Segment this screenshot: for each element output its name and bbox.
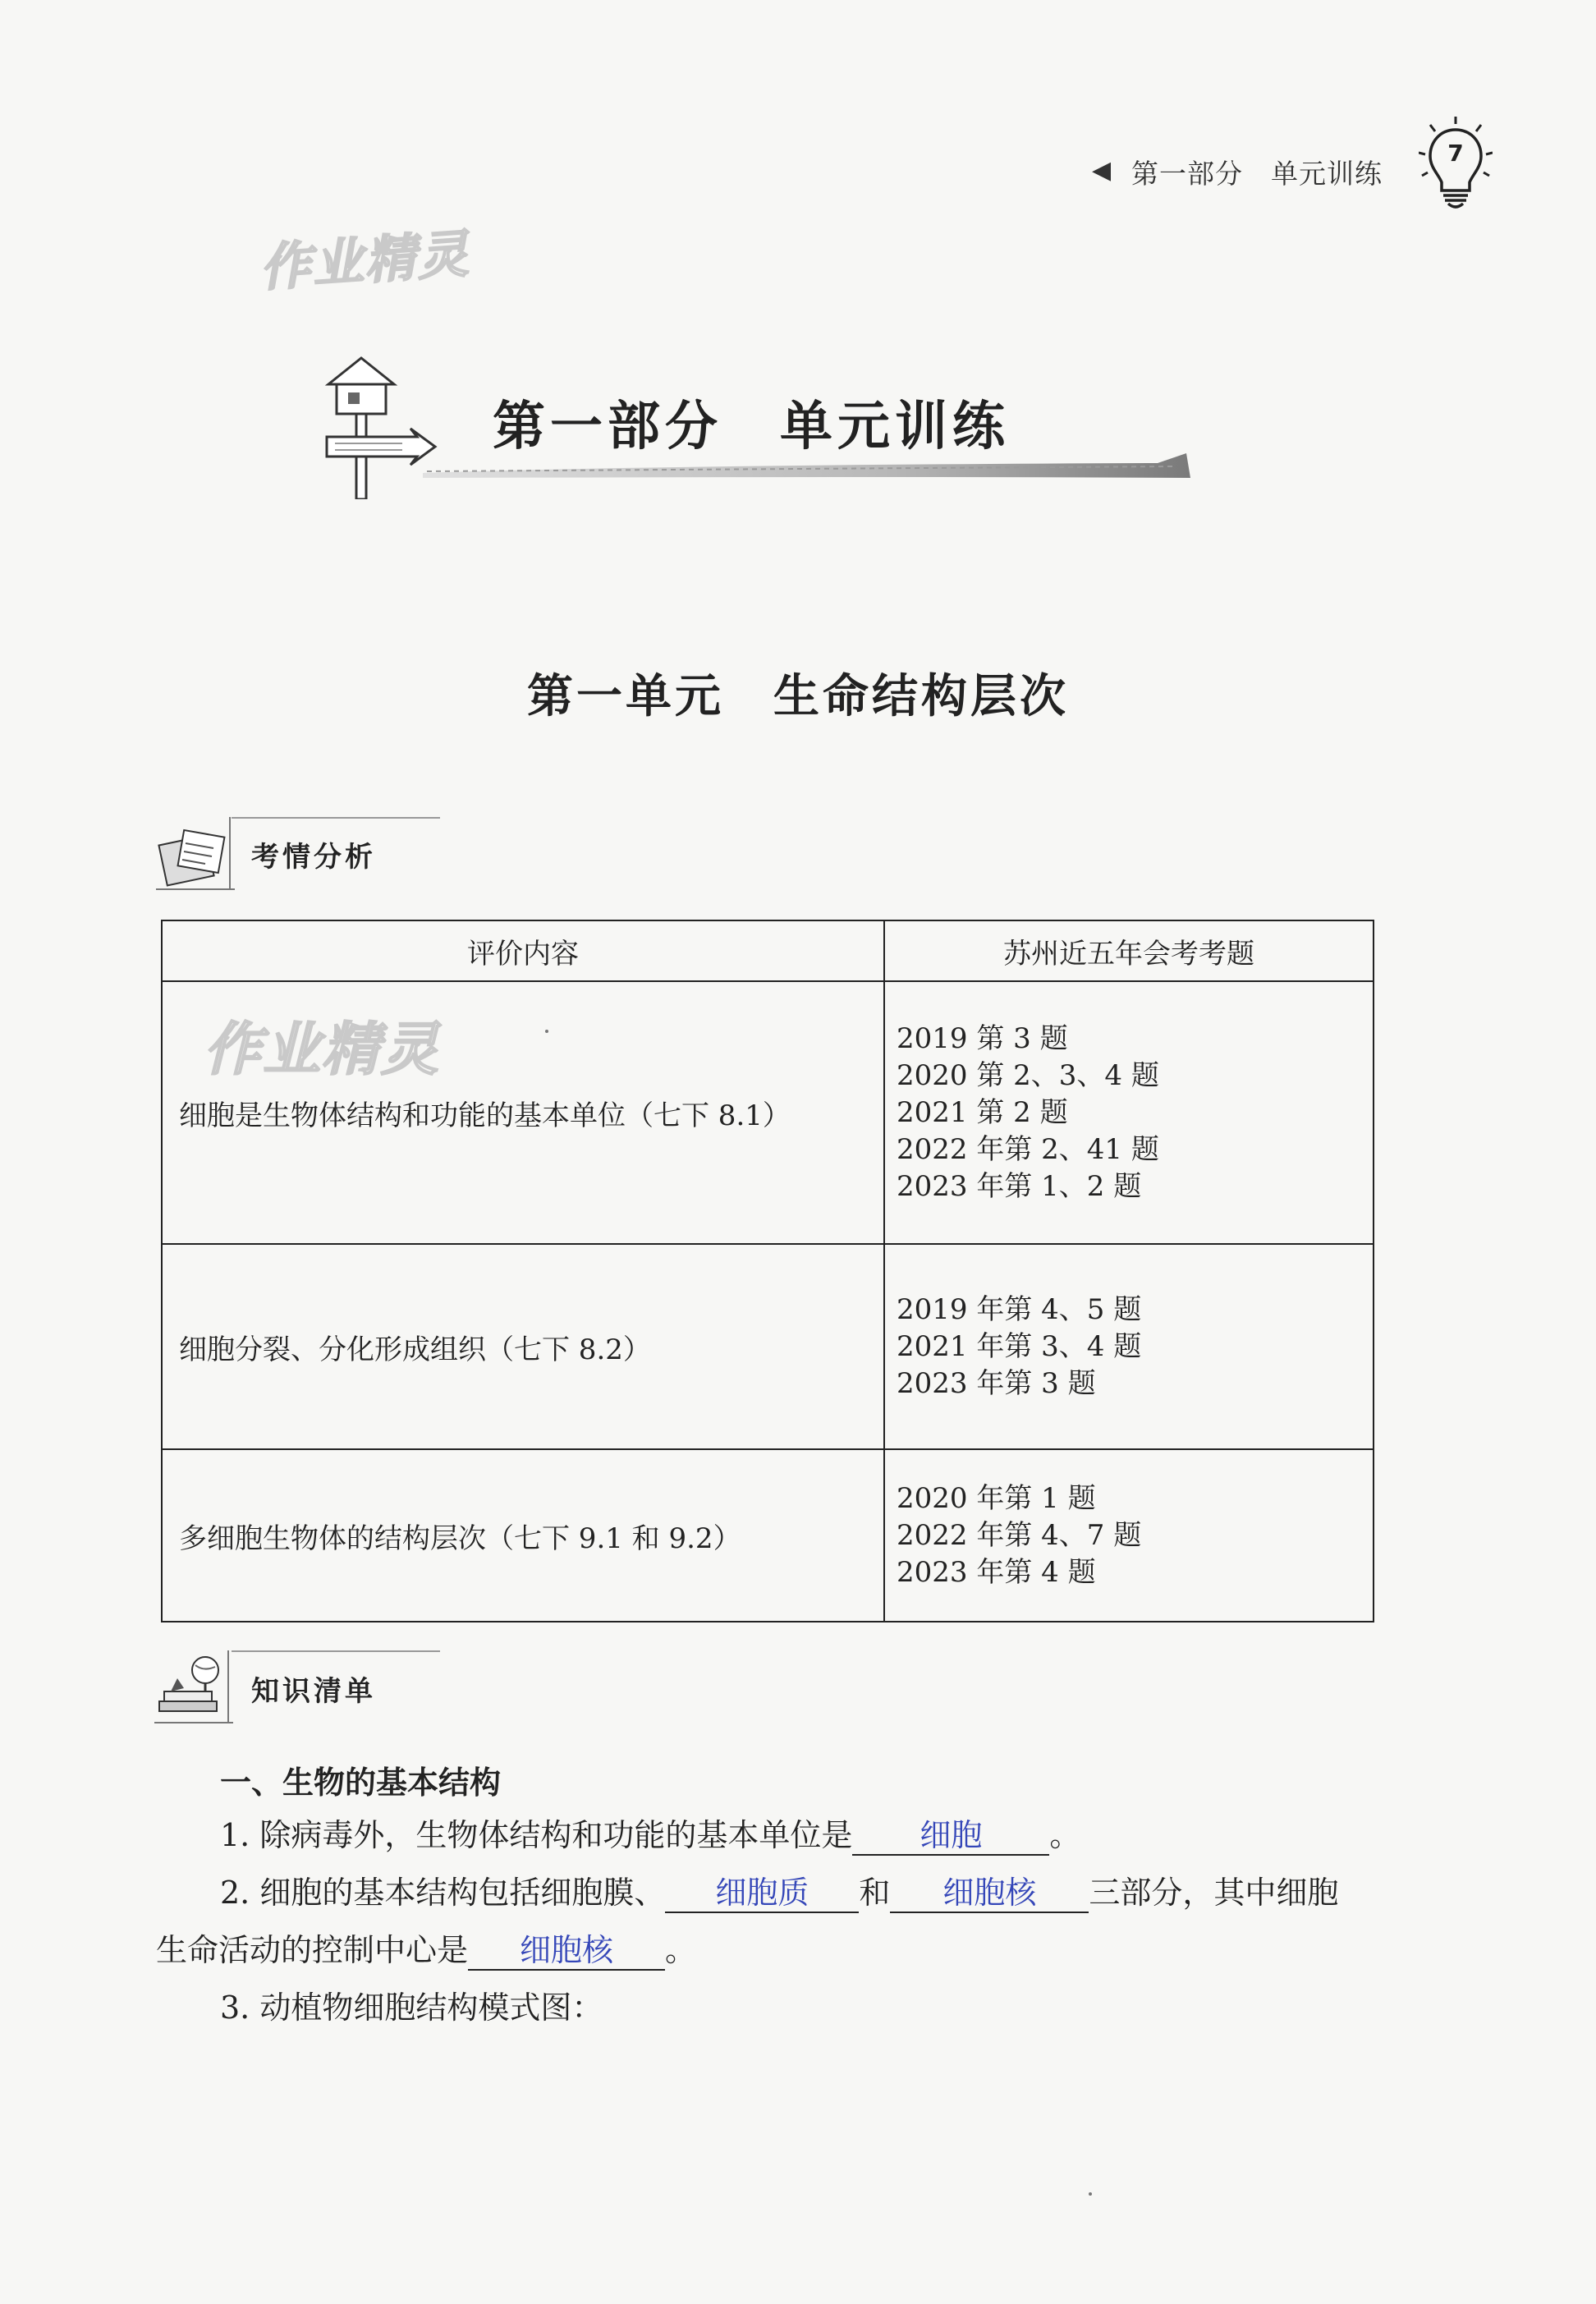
content-text: 多细胞生物体的结构层次（七下 9.1 和 9.2） [179,1521,741,1555]
item1-suffix: 。 [1049,1817,1081,1853]
question-ref: 2023 年第 3 题 [897,1366,1096,1400]
table-cell-content [162,981,884,1244]
header-arrow-icon: ◀ [1092,156,1112,185]
knowledge-item-2 [220,1867,1338,1913]
table-header-row [162,920,1374,981]
table-row [162,1449,1374,1622]
content-text: 细胞是生物体结构和功能的基本单位（七下 8.1） [179,1099,791,1132]
question-ref: 2022 年第 2、41 题 [897,1132,1159,1166]
table-cell-questions [884,981,1374,1244]
section-divider [232,1650,440,1652]
table-cell-questions [884,1449,1374,1622]
question-ref: 2019 年第 4、5 题 [897,1292,1142,1326]
watermark-top: 作业精灵 [258,223,472,298]
knowledge-item-1 [220,1810,1080,1856]
knowledge-item-2-line2 [156,1925,696,1971]
question-ref: 2021 年第 3、4 题 [897,1329,1142,1363]
table-row [162,981,1374,1244]
section-label-knowledge: 知识清单 [251,1675,376,1708]
item2-mid: 和 [859,1875,891,1911]
item2-line2-prefix: 生命活动的控制中心是 [156,1932,469,1968]
section-label-exam: 考情分析 [251,841,376,874]
watermark-table: 作业精灵 [204,1016,440,1083]
item2-line2-suffix: 。 [665,1932,697,1968]
knowledge-heading: 一、生物的基本结构 [220,1765,502,1801]
section-divider [232,817,440,819]
table-header-questions: 苏州近五年会考考题 [884,920,1374,981]
knowledge-item-3: 3. 动植物细胞结构模式图： [220,1990,603,2026]
question-ref: 2020 第 2、3、4 题 [897,1058,1159,1092]
answer-text: 细胞核 [520,1932,614,1968]
print-speck [1089,2192,1092,2196]
answer-blank [665,1874,859,1913]
table-cell-content [162,1449,884,1622]
item2-suffix: 三部分，其中细胞 [1089,1875,1339,1911]
running-header: 第一部分 单元训练 [1131,158,1383,190]
table-header-content: 评价内容 [162,920,884,981]
item1-prefix: 1. 除病毒外，生物体结构和功能的基本单位是 [220,1817,853,1853]
unit-title: 第一单元 生命结构层次 [527,669,1069,723]
question-ref: 2023 年第 1、2 题 [897,1169,1142,1203]
item2-prefix: 2. 细胞的基本结构包括细胞膜、 [220,1875,666,1911]
answer-blank [468,1931,665,1971]
answer-text: 细胞 [920,1817,983,1853]
question-ref: 2022 年第 4、7 题 [897,1518,1142,1552]
print-speck [545,1030,548,1033]
table-cell-questions [884,1244,1374,1449]
answer-blank [890,1874,1089,1913]
question-ref: 2023 年第 4 题 [897,1555,1096,1589]
title-underline-brush [419,450,1199,483]
exam-table [161,920,1374,1622]
part-title: 第一部分 单元训练 [493,396,1010,457]
answer-text: 细胞质 [715,1875,809,1911]
question-ref: 2019 第 3 题 [897,1021,1068,1055]
page-number: 7 [1447,140,1464,167]
table-cell-content [162,1244,884,1449]
question-ref: 2020 年第 1 题 [897,1481,1096,1515]
answer-text: 细胞核 [942,1875,1037,1911]
clipboard-section-icon [156,817,235,891]
lightbulb-page-icon [1419,115,1493,213]
question-ref: 2021 第 2 题 [897,1095,1068,1129]
globe-books-section-icon [154,1650,233,1724]
answer-blank [852,1816,1049,1856]
table-row [162,1244,1374,1449]
content-text: 细胞分裂、分化形成组织（七下 8.2） [179,1333,651,1366]
